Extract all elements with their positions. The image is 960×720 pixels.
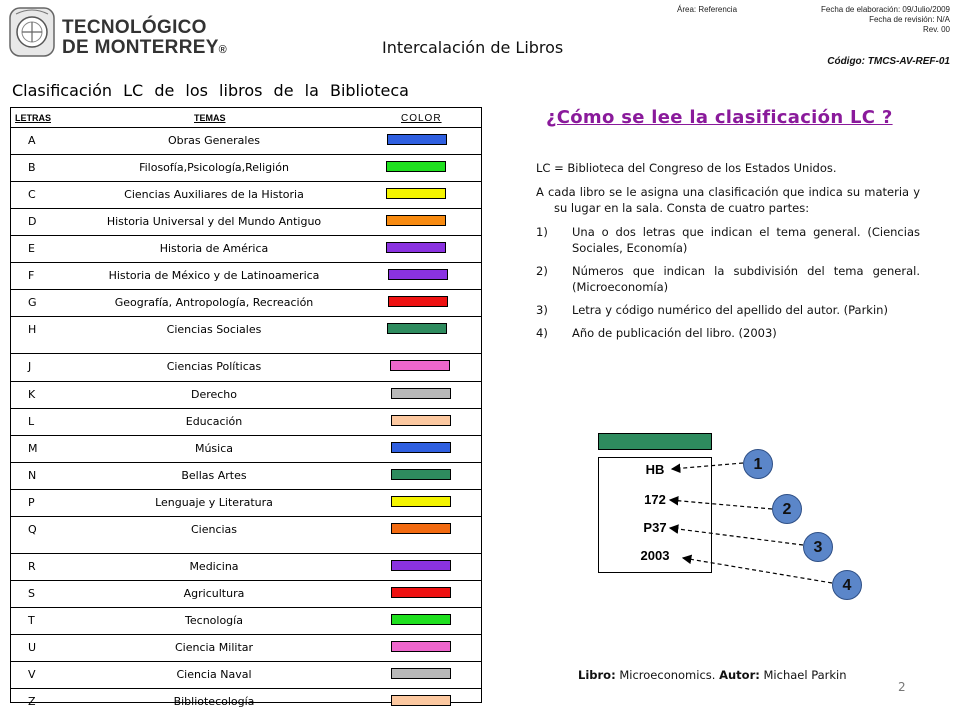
table-row — [11, 262, 481, 289]
row-tema: Bibliotecología — [173, 695, 255, 708]
table-row — [11, 154, 481, 181]
caption-autor-label: Autor: — [719, 668, 760, 682]
intro-paragraph: LC = Biblioteca del Congreso de los Estados Unidos. — [536, 161, 837, 175]
callout-bubble-2: 2 — [772, 494, 802, 524]
row-letter: Z — [28, 695, 36, 708]
row-tema: Geografía, Antropología, Recreación — [114, 296, 314, 309]
tec-logo-wordmark — [62, 18, 227, 60]
row-letter: J — [28, 360, 32, 373]
row-tema: Obras Generales — [168, 134, 260, 147]
table-row — [11, 181, 481, 208]
row-letter: P — [28, 496, 35, 509]
row-tema: Ciencias Sociales — [166, 323, 262, 336]
fecha-elaboracion: Fecha de elaboración: 09/Julio/2009 — [821, 5, 950, 14]
row-tema: Ciencias Políticas — [166, 360, 262, 373]
row-color-swatch — [391, 469, 451, 480]
tec-emblem-icon — [8, 6, 56, 58]
row-color-swatch — [386, 188, 446, 199]
row-tema: Ciencias Auxiliares de la Historia — [124, 188, 304, 201]
row-tema: Bellas Artes — [181, 469, 247, 482]
explanation-text — [536, 160, 920, 348]
table-row — [11, 688, 481, 708]
row-color-swatch — [391, 442, 451, 453]
caption-autor-value: Michael Parkin — [763, 668, 847, 682]
row-color-swatch — [386, 242, 446, 253]
page-number: 2 — [898, 680, 906, 694]
call-number-line-2: 172 — [644, 492, 666, 507]
row-letter: D — [28, 215, 37, 228]
table-row — [11, 580, 481, 607]
row-color-swatch — [388, 296, 448, 307]
callout-bubble-1: 1 — [743, 449, 773, 479]
logo-line-1: TECNOLÓGICO — [62, 17, 207, 38]
row-tema: Agricultura — [183, 587, 245, 600]
logo-line-2: DE MONTERREY — [62, 37, 219, 58]
call-number-line-3: P37 — [643, 520, 667, 535]
callout-bubble-4: 4 — [832, 570, 862, 600]
list-item — [536, 263, 920, 295]
list-item-number: 4) — [536, 326, 548, 340]
row-tema: Historia de América — [159, 242, 269, 255]
row-color-swatch — [391, 587, 451, 598]
row-letter: C — [28, 188, 36, 201]
list-item-text: Letra y código numérico del apellido del autor. (Parkin) — [572, 303, 888, 317]
row-tema: Ciencia Naval — [176, 668, 252, 681]
header-dates — [821, 5, 950, 35]
list-item-text: Números que indican la subdivisión del tema general. (Microeconomía) — [572, 264, 920, 294]
row-letter: L — [28, 415, 35, 428]
row-color-swatch — [386, 161, 446, 172]
document-code: Código: TMCS-AV-REF-01 — [827, 56, 950, 67]
lc-classification-table — [10, 107, 482, 708]
table-row — [11, 634, 481, 661]
revision: Rev. 00 — [923, 25, 950, 34]
header-area: Área: Referencia — [677, 5, 738, 14]
callout-bubble-3: 3 — [803, 532, 833, 562]
row-tema: Música — [194, 442, 234, 455]
row-letter: F — [28, 269, 35, 282]
logo-registered-mark: ® — [218, 44, 228, 56]
list-item-number: 1) — [536, 225, 548, 239]
table-row — [11, 353, 481, 381]
table-row — [11, 607, 481, 634]
row-letter: V — [28, 668, 36, 681]
table-row — [11, 553, 481, 580]
list-item-number: 2) — [536, 264, 548, 278]
row-color-swatch — [390, 360, 450, 371]
parts-list — [536, 224, 920, 341]
explanation-title: ¿Cómo se lee la clasificación LC ? — [546, 107, 893, 128]
row-color-swatch — [387, 323, 447, 334]
row-letter: A — [28, 134, 36, 147]
table-row — [11, 661, 481, 688]
row-tema: Ciencias — [190, 523, 238, 536]
list-item — [536, 224, 920, 256]
row-tema: Tecnología — [185, 614, 243, 627]
row-tema: Historia Universal y del Mundo Antiguo — [106, 215, 322, 228]
table-row — [11, 435, 481, 462]
table-title: Clasificación LC de los libros de la Biblioteca — [12, 81, 409, 100]
row-color-swatch — [388, 269, 448, 280]
caption-libro-value: Microeconomics. — [619, 668, 716, 682]
list-item — [536, 302, 920, 318]
row-letter: B — [28, 161, 36, 174]
row-tema: Ciencia Militar — [174, 641, 254, 654]
row-tema: Filosofía,Psicología,Religión — [139, 161, 289, 174]
table-row — [11, 462, 481, 489]
list-item-number: 3) — [536, 303, 548, 317]
row-tema: Medicina — [189, 560, 239, 573]
list-item-text: Año de publicación del libro. (2003) — [572, 326, 777, 340]
caption-libro-label: Libro: — [578, 668, 616, 682]
book-caption — [578, 668, 847, 682]
document-title: Intercalación de Libros — [382, 38, 564, 57]
row-color-swatch — [391, 641, 451, 652]
list-item-text: Una o dos letras que indican el tema general. (Ciencias Sociales, Economía) — [572, 225, 920, 255]
table-header — [11, 108, 481, 127]
table-row — [11, 235, 481, 262]
row-color-swatch — [391, 695, 451, 706]
row-color-swatch — [386, 215, 446, 226]
description-paragraph: A cada libro se le asigna una clasificación que indica su materia y su lugar en la sala. Consta de cuatro partes: — [536, 185, 920, 215]
table-row — [11, 127, 481, 154]
fecha-revision: Fecha de revisión: N/A — [869, 15, 950, 24]
row-letter: U — [28, 641, 37, 654]
row-letter: E — [28, 242, 35, 255]
row-letter: H — [28, 323, 37, 336]
table-row — [11, 408, 481, 435]
call-number-line-4: 2003 — [640, 548, 670, 563]
table-row — [11, 289, 481, 316]
table-row — [11, 381, 481, 408]
row-tema: Derecho — [190, 388, 238, 401]
row-letter: M — [28, 442, 38, 455]
table-row — [11, 208, 481, 235]
row-letter: S — [28, 587, 35, 600]
table-row — [11, 316, 481, 353]
row-letter: K — [28, 388, 36, 401]
column-header-letras: LETRAS — [15, 113, 51, 123]
book-spine-color-band — [598, 433, 712, 450]
call-number-line-1: HB — [645, 462, 665, 477]
row-color-swatch — [387, 134, 447, 145]
row-letter: G — [28, 296, 37, 309]
row-color-swatch — [391, 496, 451, 507]
column-header-temas: TEMAS — [194, 113, 226, 123]
row-tema: Educación — [185, 415, 243, 428]
row-color-swatch — [391, 560, 451, 571]
row-color-swatch — [391, 523, 451, 534]
row-color-swatch — [391, 668, 451, 679]
table-row — [11, 516, 481, 553]
row-color-swatch — [391, 415, 451, 426]
row-letter: Q — [28, 523, 37, 536]
row-color-swatch — [391, 614, 451, 625]
row-letter: T — [28, 614, 35, 627]
column-header-color: COLOR — [401, 113, 442, 124]
row-color-swatch — [391, 388, 451, 399]
row-tema: Historia de México y de Latinoamerica — [108, 269, 320, 282]
list-item — [536, 325, 920, 341]
row-letter: N — [28, 469, 37, 482]
row-tema: Lenguaje y Literatura — [155, 496, 273, 509]
row-letter: R — [28, 560, 36, 573]
table-row — [11, 489, 481, 516]
